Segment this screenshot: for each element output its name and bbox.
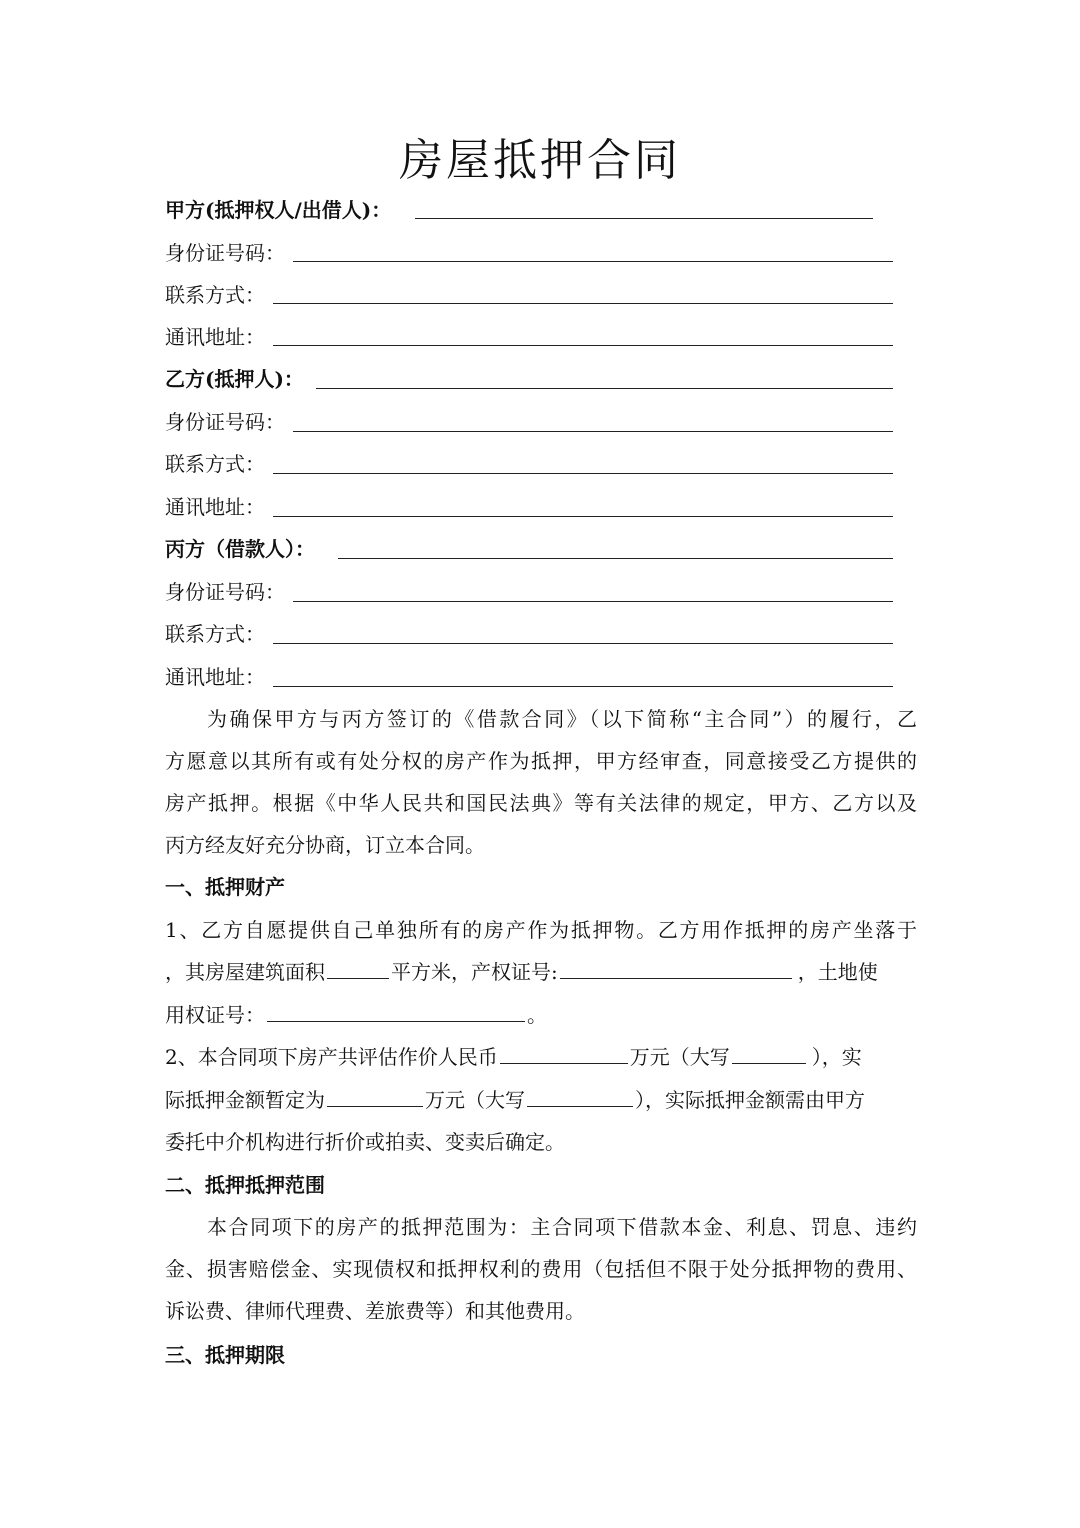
section2-paragraph — [165, 1206, 917, 1332]
party-a-address-label: 通讯地址： — [165, 325, 265, 349]
section2-line: 本合同项下的房产的抵押范围为：主合同项下借款本金、利息、罚息、违约 — [207, 1215, 917, 1239]
mortgage-amount-blank[interactable] — [327, 1082, 423, 1107]
party-b-contact-label: 联系方式： — [165, 452, 265, 476]
party-c-id-label: 身份证号码： — [165, 580, 285, 604]
party-b-address-label: 通讯地址： — [165, 495, 265, 519]
area-blank[interactable] — [327, 954, 389, 979]
section1-heading: 一、抵押财产 — [165, 875, 285, 899]
party-c-name-blank[interactable] — [338, 558, 893, 559]
party-b-address-blank[interactable] — [273, 516, 893, 517]
section2-heading: 二、抵押抵押范围 — [165, 1173, 325, 1197]
intro-line: 方愿意以其所有或有处分权的房产作为抵押，甲方经审查，同意接受乙方提供的 — [165, 749, 917, 773]
party-b-id-blank[interactable] — [293, 431, 893, 432]
item1-line2 — [165, 951, 878, 993]
section1-item1 — [165, 909, 917, 951]
item1-end: 。 — [527, 1003, 547, 1027]
party-a-address-blank[interactable] — [273, 345, 893, 346]
item2-mortgage-unit: 万元（大写 — [425, 1088, 525, 1112]
land-cert-label: 用权证号： — [165, 1003, 265, 1027]
intro-line: 房产抵押。根据《中华人民共和国民法典》等有关法律的规定，甲方、乙方以及 — [165, 791, 917, 815]
item1-area-unit: 平方米，产权证号: — [391, 960, 558, 984]
party-c-address-label: 通讯地址： — [165, 665, 265, 689]
section3-heading: 三、抵押期限 — [165, 1343, 285, 1367]
land-cert-blank[interactable] — [267, 997, 525, 1022]
valuation-amount-blank[interactable] — [500, 1039, 628, 1064]
section2-line: 金、损害赔偿金、实现债权和抵押权利的费用（包括但不限于处分抵押物的费用、 — [165, 1257, 917, 1281]
party-b-name-blank[interactable] — [316, 388, 893, 389]
valuation-words-blank[interactable] — [732, 1039, 806, 1064]
item2-line1 — [165, 1036, 862, 1078]
section2-line: 诉讼费、律师代理费、差旅费等）和其他费用。 — [165, 1299, 585, 1323]
party-b-heading: 乙方(抵押人)： — [165, 367, 304, 391]
property-cert-blank[interactable] — [560, 954, 792, 979]
item1-land-prefix: ，土地使 — [797, 960, 878, 984]
mortgage-words-blank[interactable] — [527, 1082, 633, 1107]
party-c-contact-label: 联系方式： — [165, 622, 265, 646]
item2-line1-end: ），实 — [811, 1045, 862, 1069]
party-a-id-label: 身份证号码： — [165, 241, 285, 265]
party-a-name-blank[interactable] — [415, 218, 873, 219]
party-a-heading: 甲方(抵押权人/出借人)： — [165, 198, 392, 222]
party-a-id-blank[interactable] — [293, 261, 893, 262]
item2-line2 — [165, 1079, 865, 1121]
party-c-address-blank[interactable] — [273, 686, 893, 687]
intro-line: 丙方经友好充分协商，订立本合同。 — [165, 833, 485, 857]
item2-valuation-unit: 万元（大写 — [629, 1045, 730, 1069]
party-a-contact-label: 联系方式： — [165, 283, 265, 307]
item1-line1: 1、乙方自愿提供自己单独所有的房产作为抵押物。乙方用作抵押的房产坐落于 — [165, 918, 917, 942]
item1-location-tail: ，其房屋建筑面积 — [165, 960, 325, 984]
party-c-heading: 丙方（借款人）： — [165, 537, 315, 561]
intro-line: 为确保甲方与丙方签订的《借款合同》（以下简称“主合同”）的履行，乙 — [207, 707, 917, 731]
party-b-contact-blank[interactable] — [273, 473, 893, 474]
item2-valuation-label: 2、本合同项下房产共评估作价人民币 — [165, 1045, 498, 1069]
item1-line3 — [165, 994, 547, 1036]
party-b-id-label: 身份证号码： — [165, 410, 285, 434]
party-c-contact-blank[interactable] — [273, 643, 893, 644]
item2-line3: 委托中介机构进行折价或拍卖、变卖后确定。 — [165, 1130, 565, 1154]
party-a-contact-blank[interactable] — [273, 303, 893, 304]
item2-mortgage-label: 际抵押金额暂定为 — [165, 1088, 325, 1112]
intro-paragraph — [165, 698, 917, 866]
item2-line2-end: ），实际抵押金额需由甲方 — [635, 1088, 865, 1112]
party-c-id-blank[interactable] — [293, 601, 893, 602]
document-title: 房屋抵押合同 — [399, 135, 681, 186]
